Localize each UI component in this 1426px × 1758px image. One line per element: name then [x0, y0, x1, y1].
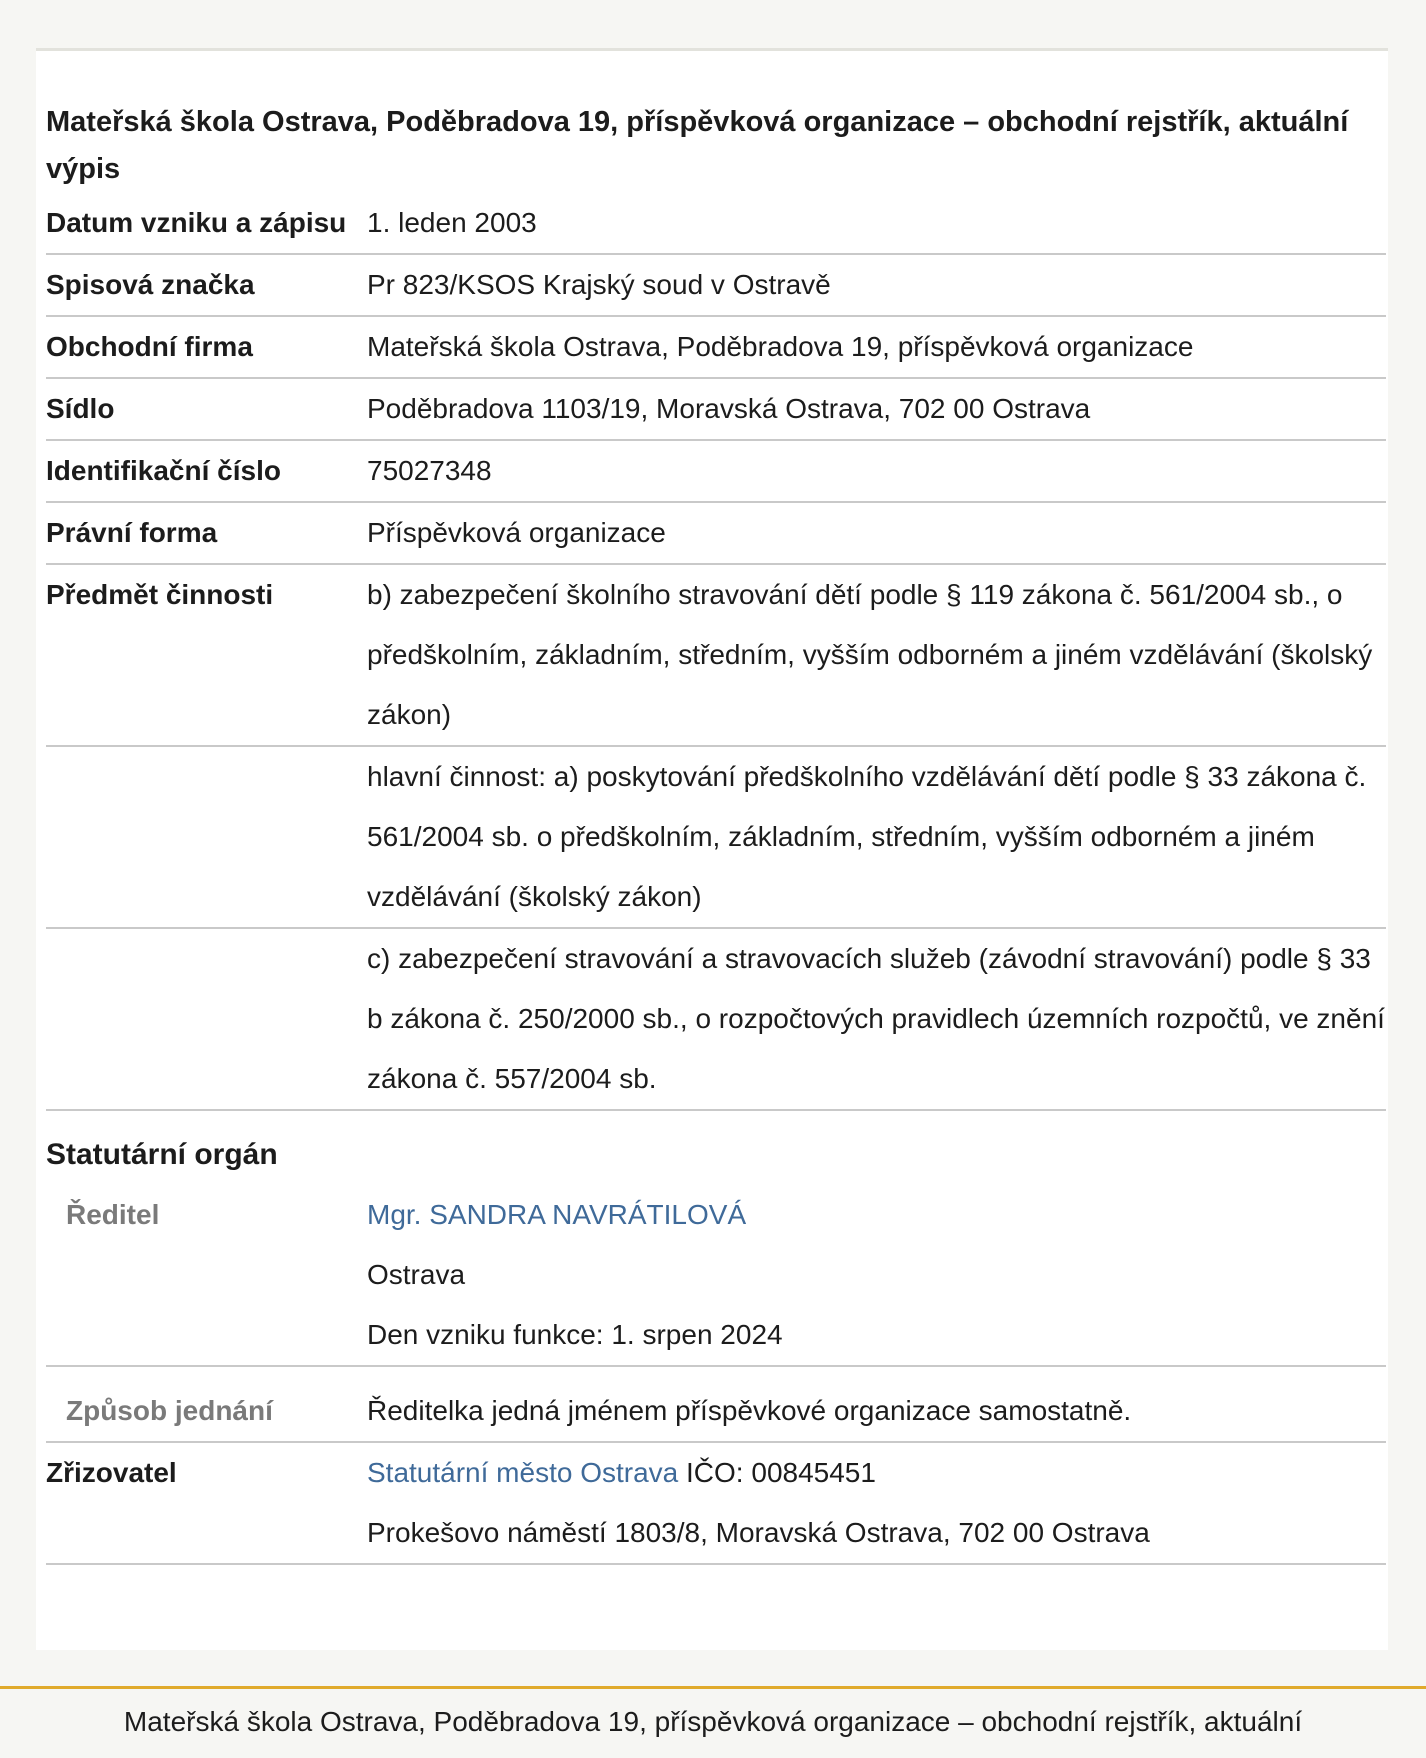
section-heading-statutar: Statutární orgán — [46, 1138, 278, 1171]
footer-rule — [0, 1686, 1426, 1689]
row-datum-vzniku — [46, 193, 1386, 255]
row-value: Mateřská škola Ostrava, Poděbradova 19, příspěvková organizace — [367, 331, 1194, 362]
row-label: Obchodní firma — [46, 331, 253, 362]
row-label: Zřizovatel — [46, 1457, 177, 1488]
row-value: c) zabezpečení stravování a stravovacích služeb (závodní stravování) podle § 33 b zákona č. 250/2000 sb., o rozpočtových pravidlech územních rozpočtů, ve znění zákona č. 557/2004 sb. — [367, 943, 1385, 1094]
row-label: Datum vzniku a zápisu — [46, 207, 347, 238]
row-pravni-forma — [46, 503, 1386, 565]
register-card — [36, 48, 1388, 1650]
row-spisova-znacka — [46, 255, 1386, 317]
row-label: Právní forma — [46, 517, 218, 548]
row-obchodni-firma — [46, 317, 1386, 379]
reditel-since: Den vzniku funkce: 1. srpen 2024 — [367, 1319, 783, 1350]
row-value: 1. leden 2003 — [367, 207, 537, 238]
row-ico — [46, 441, 1386, 503]
row-value: hlavní činnost: a) poskytování předškolního vzdělávání dětí podle § 33 zákona č. 561/2004 sb. o předškolním, základním, středním, vyšším odborném a jiném vzdělávání (školský zákon) — [367, 761, 1367, 912]
row-reditel — [46, 1185, 1386, 1367]
row-value: 75027348 — [367, 455, 492, 486]
row-label: Sídlo — [46, 393, 115, 424]
page-title: Mateřská škola Ostrava, Poděbradova 19, příspěvková organizace – obchodní rejstřík, aktuální výpis — [46, 106, 1349, 185]
row-value: Ředitelka jedná jménem příspěvkové organizace samostatně. — [367, 1395, 1132, 1426]
row-label: Předmět činnosti — [46, 579, 274, 610]
zrizovatel-address: Prokešovo náměstí 1803/8, Moravská Ostrava, 702 00 Ostrava — [367, 1517, 1150, 1548]
row-label: Ředitel — [66, 1199, 160, 1230]
row-value: b) zabezpečení školního stravování dětí podle § 119 zákona č. 561/2004 sb., o předškolním, základním, středním, vyšším odborném a jiném vzdělávání (školský zákon) — [367, 579, 1373, 730]
row-predmet-cinnosti — [46, 565, 1386, 747]
row-label: Spisová značka — [46, 269, 255, 300]
reditel-name-link[interactable]: Mgr. SANDRA NAVRÁTILOVÁ — [367, 1199, 747, 1230]
row-label: Identifikační číslo — [46, 455, 281, 486]
zrizovatel-name-link[interactable]: Statutární město Ostrava — [367, 1457, 679, 1488]
row-value — [367, 1443, 1386, 1563]
zrizovatel-line — [367, 1443, 1386, 1503]
footer-title: Mateřská škola Ostrava, Poděbradova 19, příspěvková organizace – obchodní rejstřík, aktuální — [123, 1706, 1303, 1737]
row-value — [367, 1185, 1386, 1365]
zrizovatel-ico: IČO: 00845451 — [678, 1457, 876, 1488]
row-predmet-cinnosti-3 — [46, 929, 1386, 1111]
row-label-empty — [46, 747, 367, 927]
row-zrizovatel — [46, 1443, 1386, 1565]
row-label: Způsob jednání — [66, 1395, 273, 1426]
row-zpusob-jednani — [46, 1367, 1386, 1443]
row-value: Poděbradova 1103/19, Moravská Ostrava, 702 00 Ostrava — [367, 393, 1091, 424]
row-value: Pr 823/KSOS Krajský soud v Ostravě — [367, 269, 831, 300]
reditel-city: Ostrava — [367, 1259, 466, 1290]
row-value: Příspěvková organizace — [367, 517, 666, 548]
row-predmet-cinnosti-2 — [46, 747, 1386, 929]
row-sidlo — [46, 379, 1386, 441]
row-label-empty — [46, 929, 367, 1109]
